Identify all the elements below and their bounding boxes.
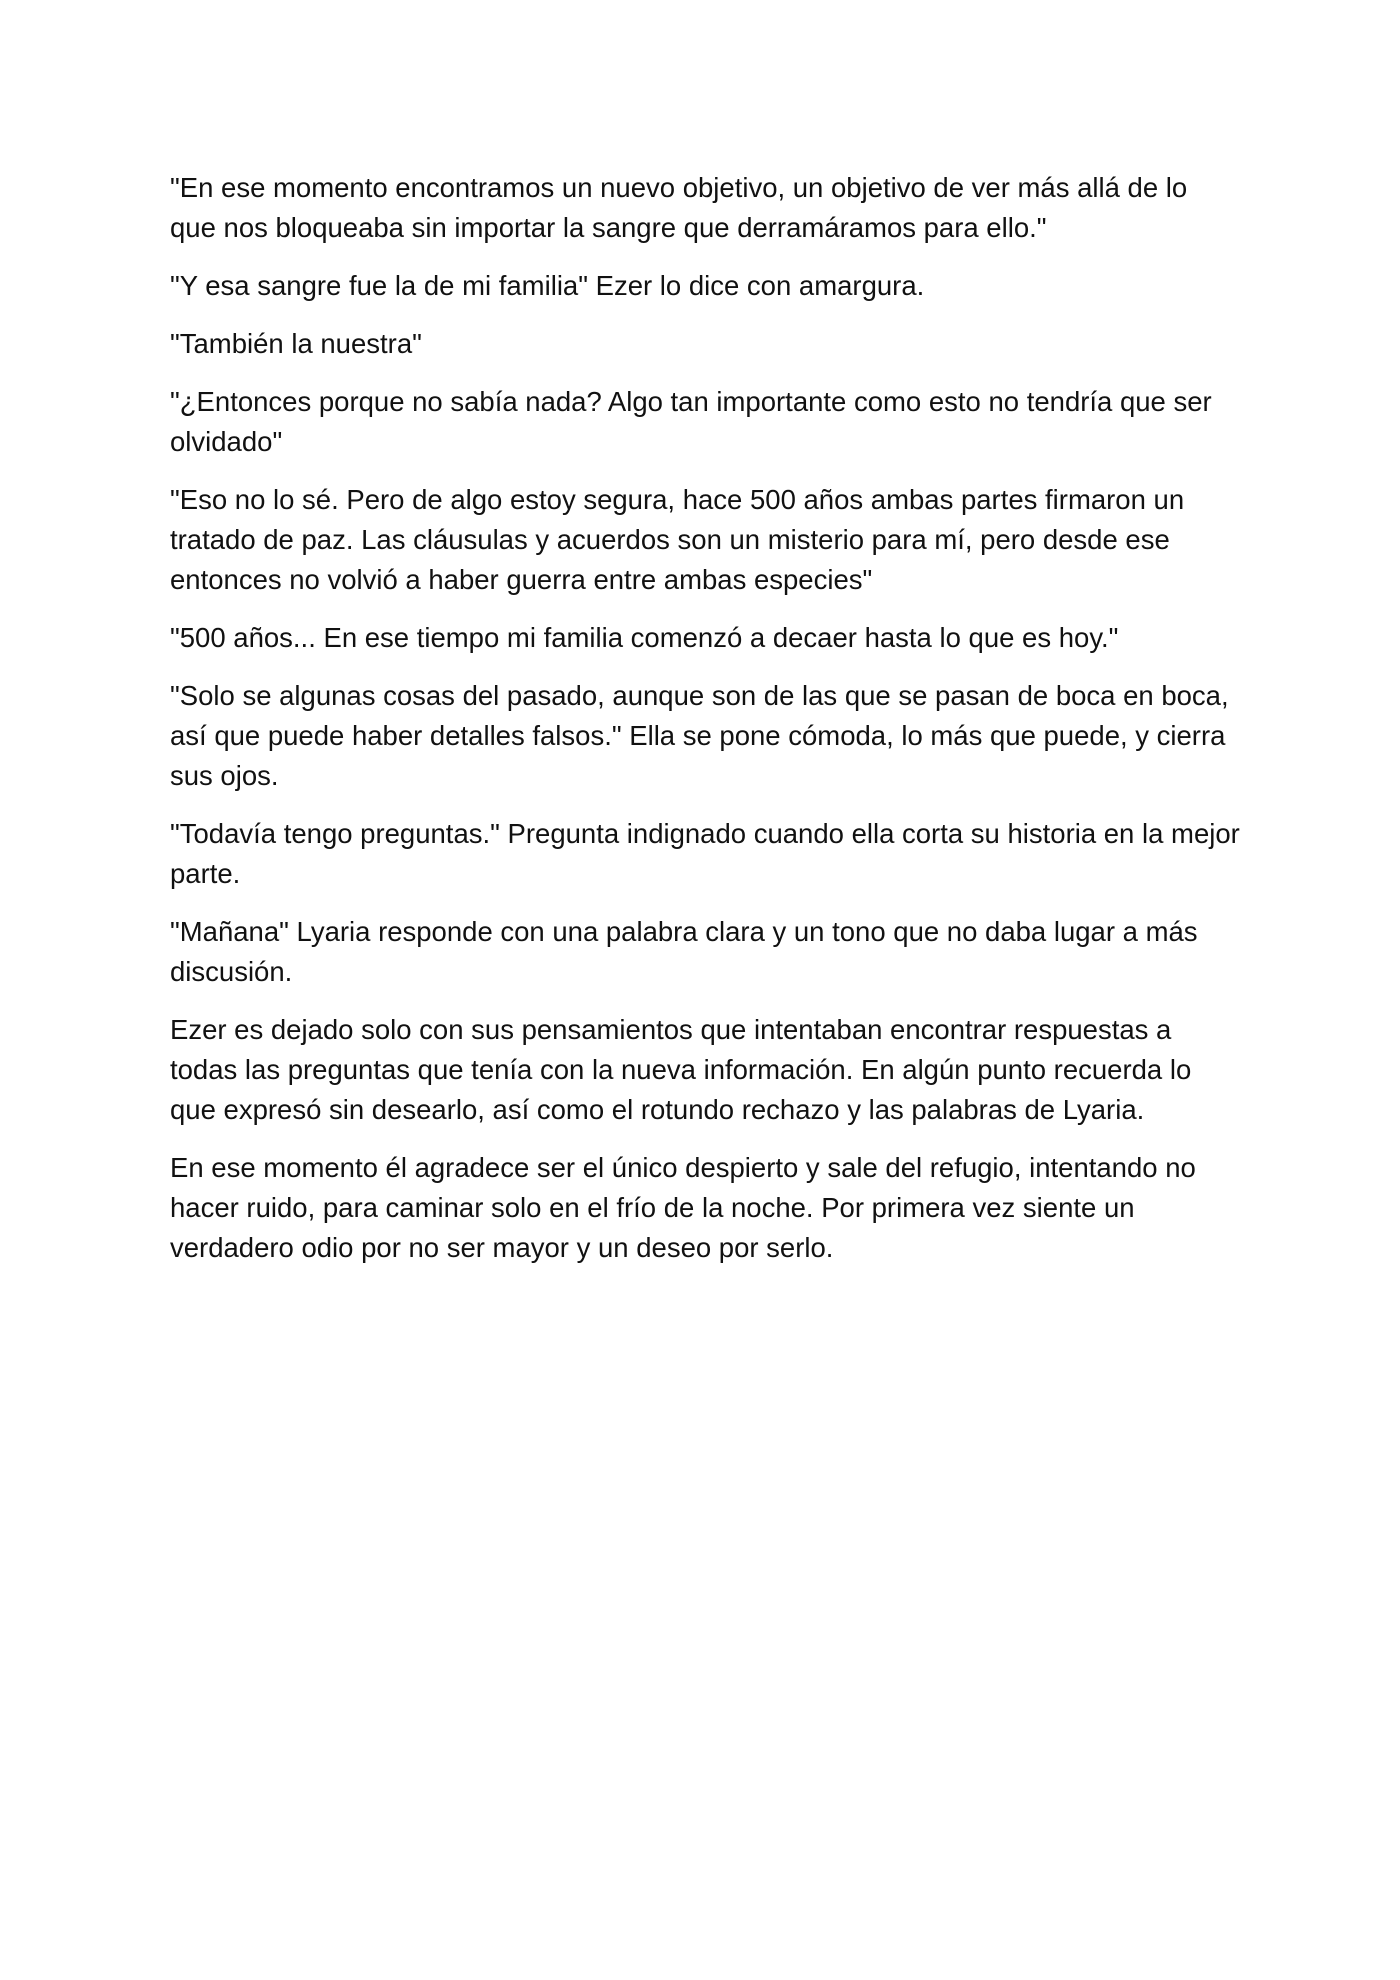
paragraph-1: "En ese momento encontramos un nuevo objetivo, un objetivo de ver más allá de lo que nos bloqueaba sin importar la sangre que derramáramos para ello."	[170, 172, 1188, 243]
paragraph-10: Ezer es dejado solo con sus pensamientos que intentaban encontrar respuestas a todas las preguntas que tenía con la nueva información. En algún punto recuerda lo que expresó sin desearlo, así como el rotundo rechazo y las palabras de Lyaria.	[170, 1014, 1192, 1125]
paragraph-8: "Todavía tengo preguntas." Pregunta indignado cuando ella corta su historia en la mejor parte.	[170, 818, 1240, 889]
paragraph-5: "Eso no lo sé. Pero de algo estoy segura, hace 500 años ambas partes firmaron un tratado de paz. Las cláusulas y acuerdos son un misterio para mí, pero desde ese entonces no volvió a haber guerra entre ambas especies"	[170, 484, 1185, 595]
paragraph-3: "También la nuestra"	[170, 328, 422, 359]
document-body	[170, 168, 1240, 1286]
paragraph-4: "¿Entonces porque no sabía nada? Algo tan importante como esto no tendría que ser olvidado"	[170, 386, 1212, 457]
paragraph-9: "Mañana" Lyaria responde con una palabra clara y un tono que no daba lugar a más discusión.	[170, 916, 1198, 987]
paragraph-6: "500 años... En ese tiempo mi familia comenzó a decaer hasta lo que es hoy."	[170, 622, 1119, 653]
paragraph-7: "Solo se algunas cosas del pasado, aunque son de las que se pasan de boca en boca, así que puede haber detalles falsos." Ella se pone cómoda, lo más que puede, y cierra sus ojos.	[170, 680, 1229, 791]
paragraph-11: En ese momento él agradece ser el único despierto y sale del refugio, intentando no hacer ruido, para caminar solo en el frío de la noche. Por primera vez siente un verdadero odio por no ser mayor y un deseo por serlo.	[170, 1152, 1196, 1263]
paragraph-2: "Y esa sangre fue la de mi familia" Ezer lo dice con amargura.	[170, 270, 925, 301]
